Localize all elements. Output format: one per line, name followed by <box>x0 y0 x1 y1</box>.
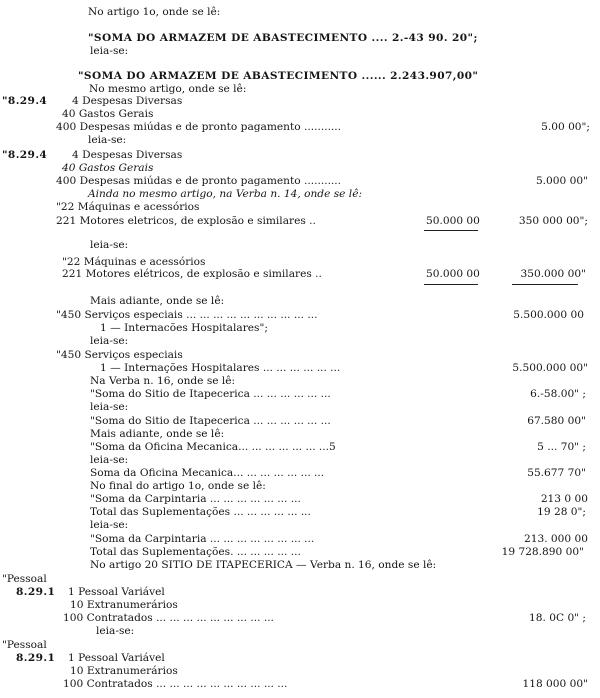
account-code: "8.29.4 <box>2 149 48 161</box>
text-line: Na Verba n. 16, onde se lê: <box>90 375 236 387</box>
amount: 213 0 00 <box>540 493 588 505</box>
account-code: 8.29.1 <box>16 586 56 598</box>
text-line: "Soma da Oficina Mecanica... ... ... ... ... ... ...5 <box>90 441 336 453</box>
amount: 55.677 70" <box>527 467 586 479</box>
amount: 18. 0C 0" ; <box>529 612 586 624</box>
text-line: "Soma do Sitio de Itapecerica ... ... ... ... ... ... <box>90 388 331 400</box>
text-line: 10 Extranumerários <box>70 599 178 611</box>
text-line: leia-se: <box>90 239 129 251</box>
amount: 19 728.890 00" <box>501 546 584 558</box>
amount: 5 ... 70" ; <box>537 441 586 453</box>
text-line: 100 Contratados ... ... ... ... ... ... ... ... ... <box>63 612 274 624</box>
amount: 213. 000 00 <box>523 533 588 545</box>
text-line: Mais adiante, onde se lê: <box>90 428 225 440</box>
text-line: Mais adiante, onde se lê: <box>90 295 225 307</box>
amount: 6.-58.00" ; <box>530 388 586 400</box>
amount: 19 28 0"; <box>537 506 586 518</box>
text-line: leia-se: <box>96 625 135 637</box>
text-line: 1 — Internações Hospitalares ... ... ... ... ... ... <box>100 362 341 374</box>
underline-rule <box>512 284 578 285</box>
text-line: 40 Gastos Gerais <box>62 162 154 174</box>
amount: 5.500.000 00" <box>512 362 588 374</box>
underline-rule <box>424 284 478 285</box>
text-line: Ainda no mesmo artigo, na Verba n. 14, onde se lê: <box>88 188 363 200</box>
text-line: 1 Pessoal Variável <box>68 586 165 598</box>
text-line: 400 Despesas miúdas e de pronto pagamento ........... <box>56 121 342 133</box>
amount: 5.000 00" <box>535 175 588 187</box>
amount: 350.000 00" <box>520 268 586 280</box>
text-line: "22 Máquinas e acessórios <box>62 256 206 268</box>
underline-rule <box>424 230 478 231</box>
text-line: "Soma da Carpintaria ... ... ... ... ... ... ... ... <box>90 533 315 545</box>
text-line: 100 Contratados ... ... ... ... ... ... ... ... ... ... <box>63 678 288 690</box>
text-line: "SOMA DO ARMAZEM DE ABASTECIMENTO ...... 2.243.907,00" <box>78 70 479 82</box>
text-line: leia-se: <box>90 401 129 413</box>
account-code: "8.29.4 <box>2 95 48 107</box>
text-line: No mesmo artigo, onde se lê: <box>89 83 247 95</box>
text-line: 1 — Internacões Hospitalares"; <box>100 322 268 334</box>
amount: 5.00 00"; <box>541 121 590 133</box>
text-line: "450 Serviços especiais <box>56 349 183 361</box>
text-line: leia-se: <box>90 519 129 531</box>
text-line: leia-se: <box>88 134 127 146</box>
text-line: 400 Despesas miúdas e de pronto pagamento ........... <box>56 175 342 187</box>
text-line: "22 Máquinas e acessórios <box>56 201 200 213</box>
amount: 118 000 00" <box>522 678 588 690</box>
text-line: Total das Suplementações ... ... ... ... ... ... <box>90 506 311 518</box>
text-line: 1 Pessoal Variável <box>68 652 165 664</box>
text-line: 4 Despesas Diversas <box>72 95 183 107</box>
text-line: No artigo 1o, onde se lê: <box>88 6 221 18</box>
text-line: 221 Motores elétricos, de explosão e similares .. <box>62 268 322 280</box>
text-line: No final do artigo 1o, onde se lê: <box>90 480 266 492</box>
text-line: Soma da Oficina Mecanica... ... ... ... ... ... ... <box>90 467 325 479</box>
amount: 50.000 00 <box>426 215 480 227</box>
account-code: 8.29.1 <box>16 652 56 664</box>
text-line: 4 Despesas Diversas <box>72 149 183 161</box>
text-line: leia-se: <box>90 454 129 466</box>
text-line: leia-se: <box>90 335 129 347</box>
amount: 50.000 00 <box>426 268 480 280</box>
amount: 67.580 00" <box>527 415 586 427</box>
text-line: leia-se: <box>90 45 129 57</box>
text-line: No artigo 20 SITIO DE ITAPECERICA — Verba n. 16, onde se lê: <box>90 559 437 571</box>
text-line: 40 Gastos Gerais <box>62 108 154 120</box>
text-line: "Soma da Carpintaria ... ... ... ... ... ... ... <box>90 493 301 505</box>
amount: 5.500.000 00 <box>513 309 584 321</box>
amount: 350 000 00"; <box>518 215 588 227</box>
text-line: "SOMA DO ARMAZEM DE ABASTECIMENTO .... 2.-43 90. 20"; <box>88 32 478 44</box>
text-line: "Soma do Sitio de Itapecerica ... ... ... ... ... ... <box>90 415 331 427</box>
text-line: Total das Suplementações. ... ... ... ... ... <box>90 546 301 558</box>
text-line: 221 Motores eletricos, de explosão e similares .. <box>56 215 316 227</box>
text-line: "450 Serviços especiais ... ... ... ... ... ... ... ... ... ... <box>56 309 318 321</box>
text-line: "Pessoal <box>2 573 47 585</box>
text-line: "Pessoal <box>2 639 47 651</box>
text-line: 10 Extranumerários <box>70 665 178 677</box>
